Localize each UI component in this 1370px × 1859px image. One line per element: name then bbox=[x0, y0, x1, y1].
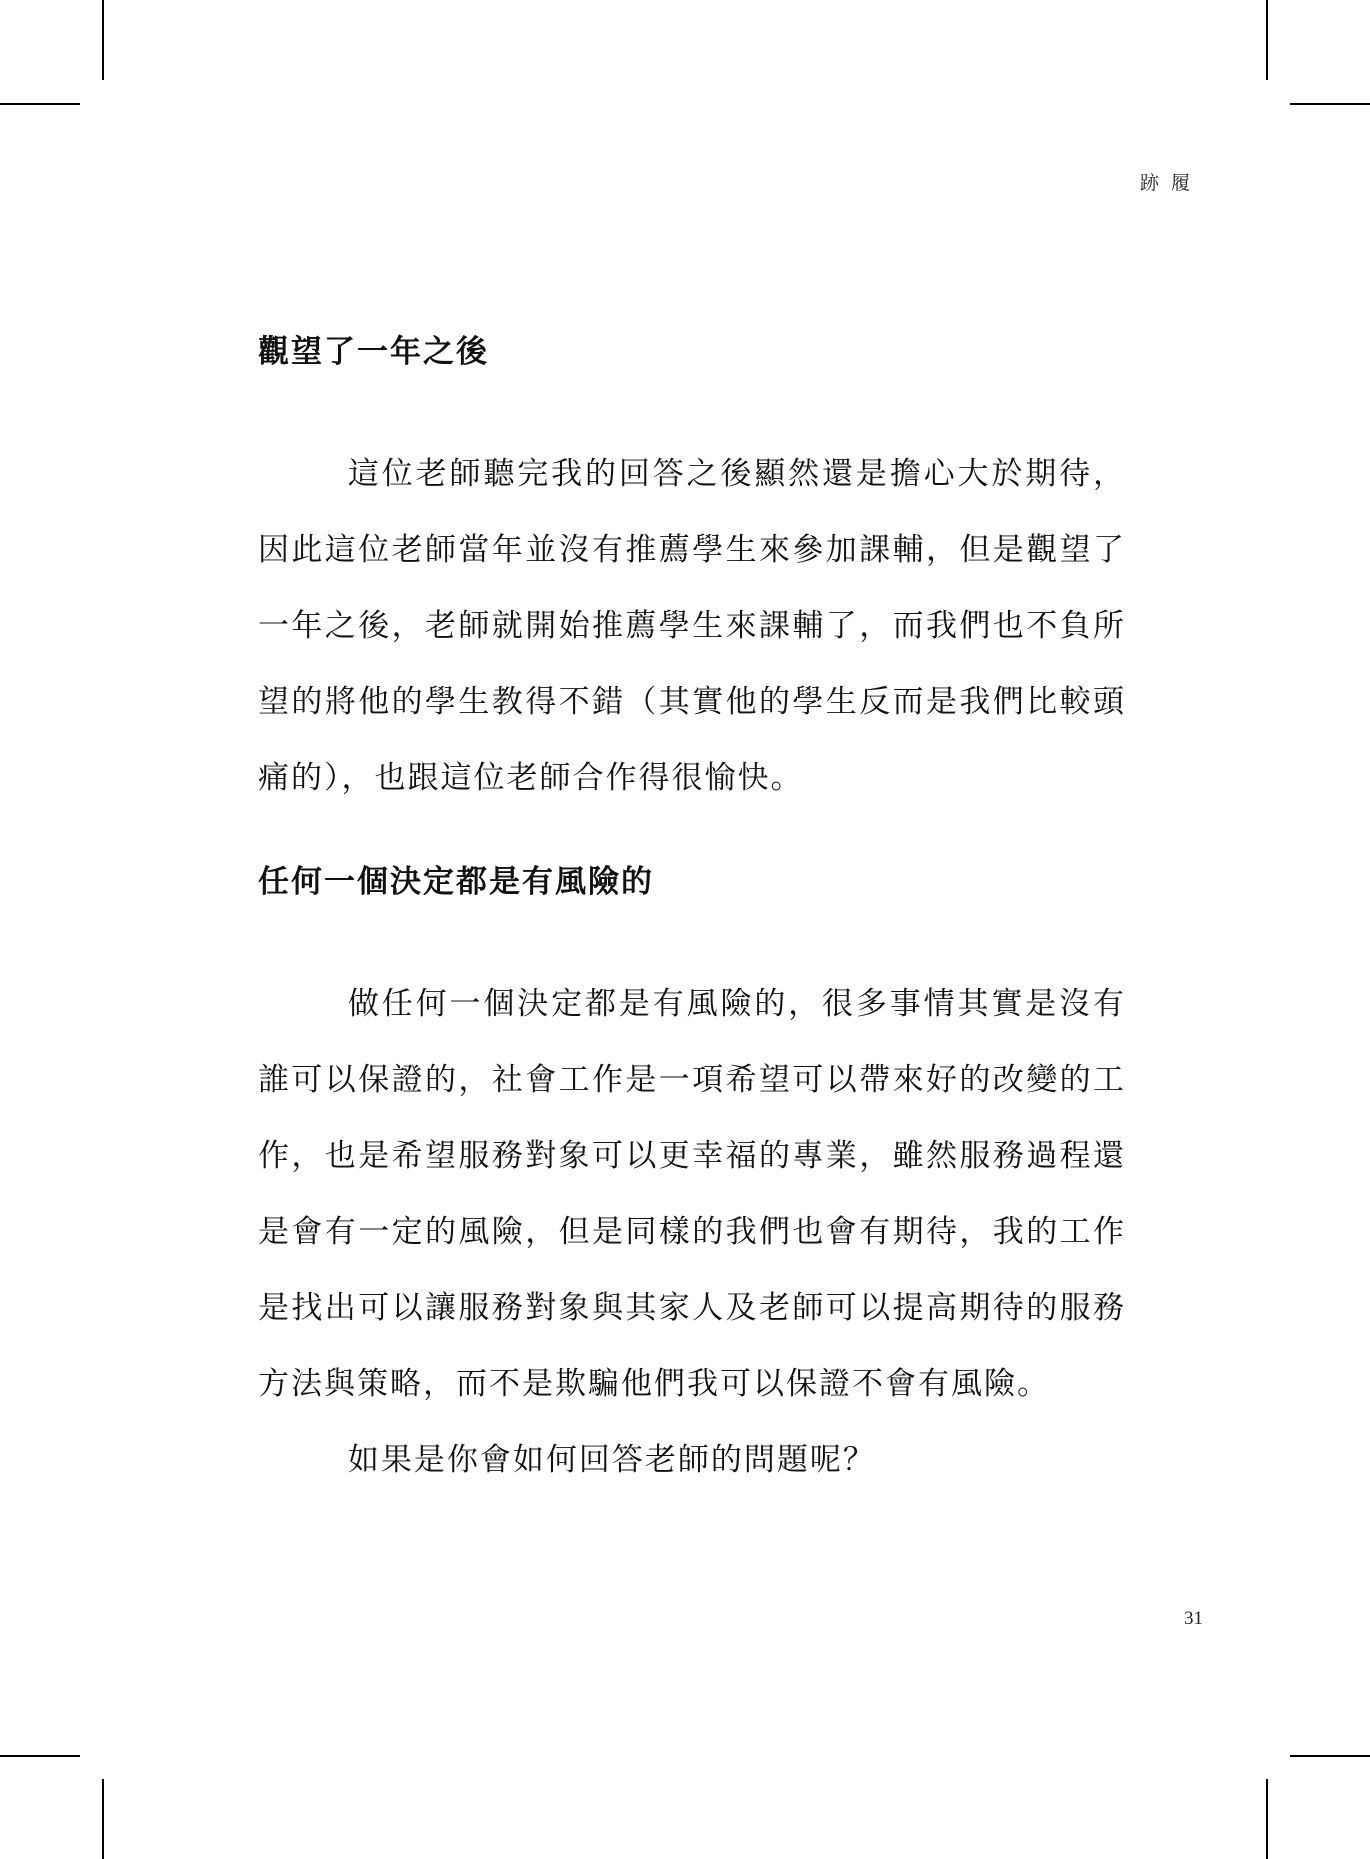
crop-mark-bottom-left-vertical bbox=[102, 1779, 104, 1859]
crop-mark-bottom-left-horizontal bbox=[0, 1755, 80, 1757]
crop-mark-top-right-horizontal bbox=[1290, 103, 1370, 105]
running-head: 跡履 bbox=[1140, 172, 1203, 194]
crop-mark-bottom-right-horizontal bbox=[1290, 1755, 1370, 1757]
body-paragraph: 這位老師聽完我的回答之後顯然還是擔心大於期待，因此這位老師當年並沒有推薦學生來參加課輔，但是觀望了一年之後，老師就開始推薦學生來課輔了，而我們也不負所望的將他的學生教得不錯（其實他的學生反而是我們比較頭痛的），也跟這位老師合作得很愉快。 bbox=[258, 456, 1126, 796]
crop-mark-top-left-vertical bbox=[102, 0, 104, 80]
page-number: 31 bbox=[1184, 1608, 1203, 1629]
crop-mark-bottom-right-vertical bbox=[1266, 1779, 1268, 1859]
section-heading: 觀望了一年之後 bbox=[258, 334, 489, 370]
crop-mark-top-right-vertical bbox=[1266, 0, 1268, 80]
body-paragraph: 做任何一個決定都是有風險的，很多事情其實是沒有誰可以保證的，社會工作是一項希望可以帶來好的改變的工作，也是希望服務對象可以更幸福的專業，雖然服務過程還是會有一定的風險，但是同樣的我們也會有期待，我的工作是找出可以讓服務對象與其家人及老師可以提高期待的服務方法與策略，而不是欺騙他們我可以保證不會有風險。 bbox=[258, 986, 1126, 1402]
page-body bbox=[258, 326, 1126, 1498]
crop-mark-top-left-horizontal bbox=[0, 103, 80, 105]
body-paragraph: 如果是你會如何回答老師的問題呢？ bbox=[347, 1442, 876, 1478]
section-heading: 任何一個決定都是有風險的 bbox=[258, 864, 654, 900]
